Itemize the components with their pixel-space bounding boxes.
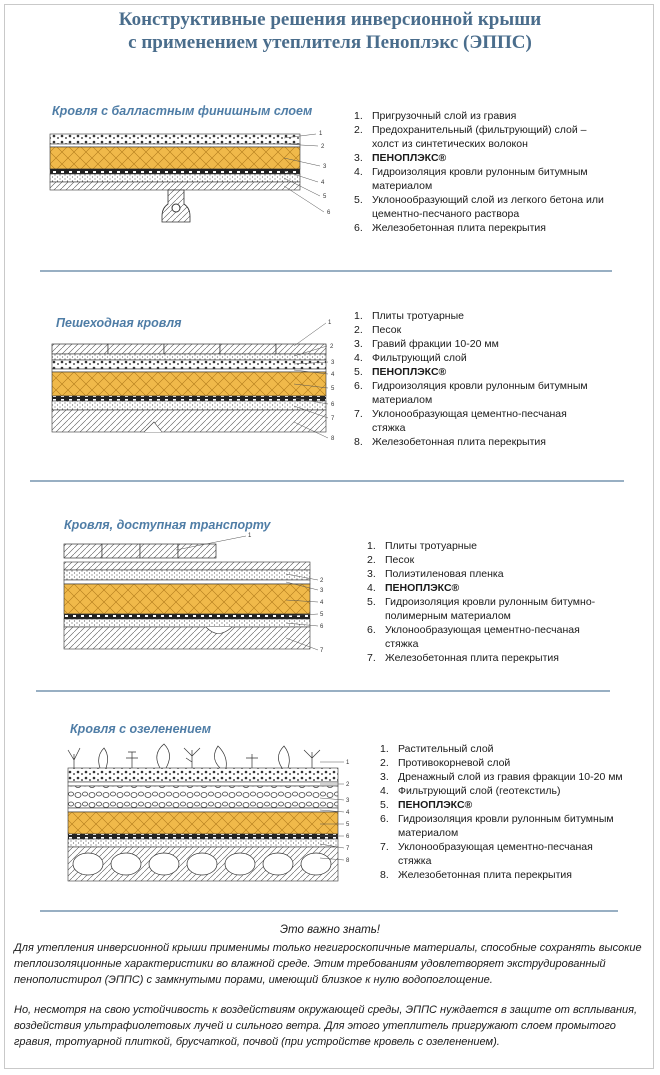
d4-label-5: 5 [346,822,350,828]
d1-label-6: 6 [327,210,331,216]
legend-item: 6. Уклонообразующая цементно-песчаная [367,624,580,636]
legend-item: 4. Фильтрующий слой (геотекстиль) [380,785,561,797]
legend-item: 5. Уклонообразующий слой из легкого бетона или [354,194,604,206]
d2-label-1: 1 [328,320,332,326]
d2-label-6: 6 [331,402,335,408]
legend-section-1 [354,109,650,235]
note-heading: Это важно знать! [280,924,380,936]
d3-label-6: 6 [320,624,324,630]
d2-label-4: 4 [331,372,335,378]
diagram-green-roof [60,740,370,890]
legend-item: 2. Песок [367,554,415,566]
legend-item: стяжка [398,855,432,867]
insulation-layer [68,812,338,834]
legend-item: 3. ПЕНОПЛЭКС® [354,152,447,164]
legend-item: материалом [372,394,433,406]
legend-item: 5. ПЕНОПЛЭКС® [354,366,447,378]
legend-item: 1. Плиты тротуарные [354,310,464,322]
d3-label-4: 4 [320,600,324,606]
legend-item: стяжка [372,422,406,434]
legend-item: 1. Пригрузочный слой из гравия [354,110,517,122]
legend-item: 7. Железобетонная плита перекрытия [367,652,559,664]
legend-item: 3. Полиэтиленовая пленка [367,568,504,580]
gravel-layer [50,134,300,144]
section-1-title: Кровля с балластным финишным слоем [52,104,313,118]
legend-item: 7. Уклонообразующая цементно-песчаная [354,408,567,420]
d2-label-7: 7 [331,416,335,422]
legend-item: 7. Уклонообразующая цементно-песчаная [380,841,593,853]
legend-item: 2. Предохранительный (фильтрующий) слой – [354,124,587,136]
section-3-title: Кровля, доступная транспорту [64,518,271,532]
d4-label-3: 3 [346,798,350,804]
legend-item: 1. Растительный слой [380,743,494,755]
legend-item: 4. Гидроизоляция кровли рулонным битумным [354,166,588,178]
insulation-layer [64,584,310,614]
diagram-vehicle-roof [56,530,356,660]
d1-label-2: 2 [321,144,325,150]
diagram-pedestrian-roof [44,318,354,448]
page-title [0,8,660,54]
legend-section-2 [354,309,650,449]
d4-label-8: 8 [346,858,350,864]
d3-label-2: 2 [320,578,324,584]
title-line-2: с применением утеплителя Пеноплэкс (ЭППС) [128,32,532,53]
section-divider [40,910,618,912]
legend-section-4 [380,742,650,882]
legend-item: 5. Гидроизоляция кровли рулонным битумно- [367,596,596,608]
legend-item: холст из синтетических волокон [372,138,528,150]
d2-label-5: 5 [331,386,335,392]
d2-label-3: 3 [331,360,335,366]
d1-label-5: 5 [323,194,327,200]
legend-item: 2. Песок [354,324,402,336]
section-divider [30,480,624,482]
d3-label-7: 7 [320,648,324,654]
slope-layer [50,174,300,182]
section-divider [36,690,610,692]
d4-label-7: 7 [346,846,350,852]
d4-label-4: 4 [346,810,350,816]
legend-item: 4. Фильтрующий слой [354,352,467,364]
legend-item: 6. Гидроизоляция кровли рулонным битумным [380,813,614,825]
legend-item: 8. Железобетонная плита перекрытия [354,436,546,448]
d3-label-5: 5 [320,612,324,618]
legend-item: 4. ПЕНОПЛЭКС® [367,582,460,594]
section-4-title: Кровля с озеленением [70,722,211,736]
legend-item: 3. Дренажный слой из гравия фракции 10-20 мм [380,771,623,783]
legend-item: 6. Железобетонная плита перекрытия [354,222,546,234]
slab-layer [50,182,300,190]
title-line-1: Конструктивные решения инверсионной крыши [118,9,542,30]
note-paragraph-1: Для утепления инверсионной крыши применимы только негигроскопичные материалы, способные сохранять высокие теплоизоляционные характеристики во влажной среде. Этим требованиям удовлетворяет экструдированный пенополистирол (ЭППС) с замкнутыми порами, имеющий близкое к нулю водопоглощение. [14,942,642,986]
d2-label-8: 8 [331,436,335,442]
waterproofing-layer [50,169,300,174]
d4-label-6: 6 [346,834,350,840]
d3-label-3: 3 [320,588,324,594]
legend-item: 5. ПЕНОПЛЭКС® [380,799,473,811]
legend-item: полимерным материалом [385,610,511,622]
legend-item: 2. Противокорневой слой [380,757,511,769]
plants [68,744,320,768]
insulation-layer [50,147,300,169]
legend-item: 8. Железобетонная плита перекрытия [380,869,572,881]
note-paragraph-2: Но, несмотря на свою устойчивость к воздействиям окружающей среды, ЭППС нуждается в защите от всплывания, воздействия ультрафиолетовых лучей и сильного ветра. Для этого утеплитель пригружают слоем промытого гравия, тротуарной плиткой, брусчаткой, почвой (при устройстве кровель с озеленением). [14,1004,638,1048]
d1-label-1: 1 [319,131,323,137]
section-2-title: Пешеходная кровля [56,316,182,330]
legend-section-3 [367,539,650,665]
section-divider [40,270,612,272]
legend-item: 1. Плиты тротуарные [367,540,477,552]
d3-label-1: 1 [248,533,252,539]
d4-label-2: 2 [346,782,350,788]
legend-item: материалом [398,827,459,839]
legend-item: материалом [372,180,433,192]
d1-label-4: 4 [321,180,325,186]
filter-layer [50,144,300,147]
legend-item: 3. Гравий фракции 10-20 мм [354,338,499,350]
d1-label-3: 3 [323,164,327,170]
diagram-ballast-roof [44,122,344,232]
legend-item: 6. Гидроизоляция кровли рулонным битумным [354,380,588,392]
legend-item: цементно-песчаного раствора [372,208,520,220]
d4-label-1: 1 [346,760,350,766]
d2-label-2: 2 [330,344,334,350]
insulation-layer [52,372,326,396]
legend-item: стяжка [385,638,419,650]
